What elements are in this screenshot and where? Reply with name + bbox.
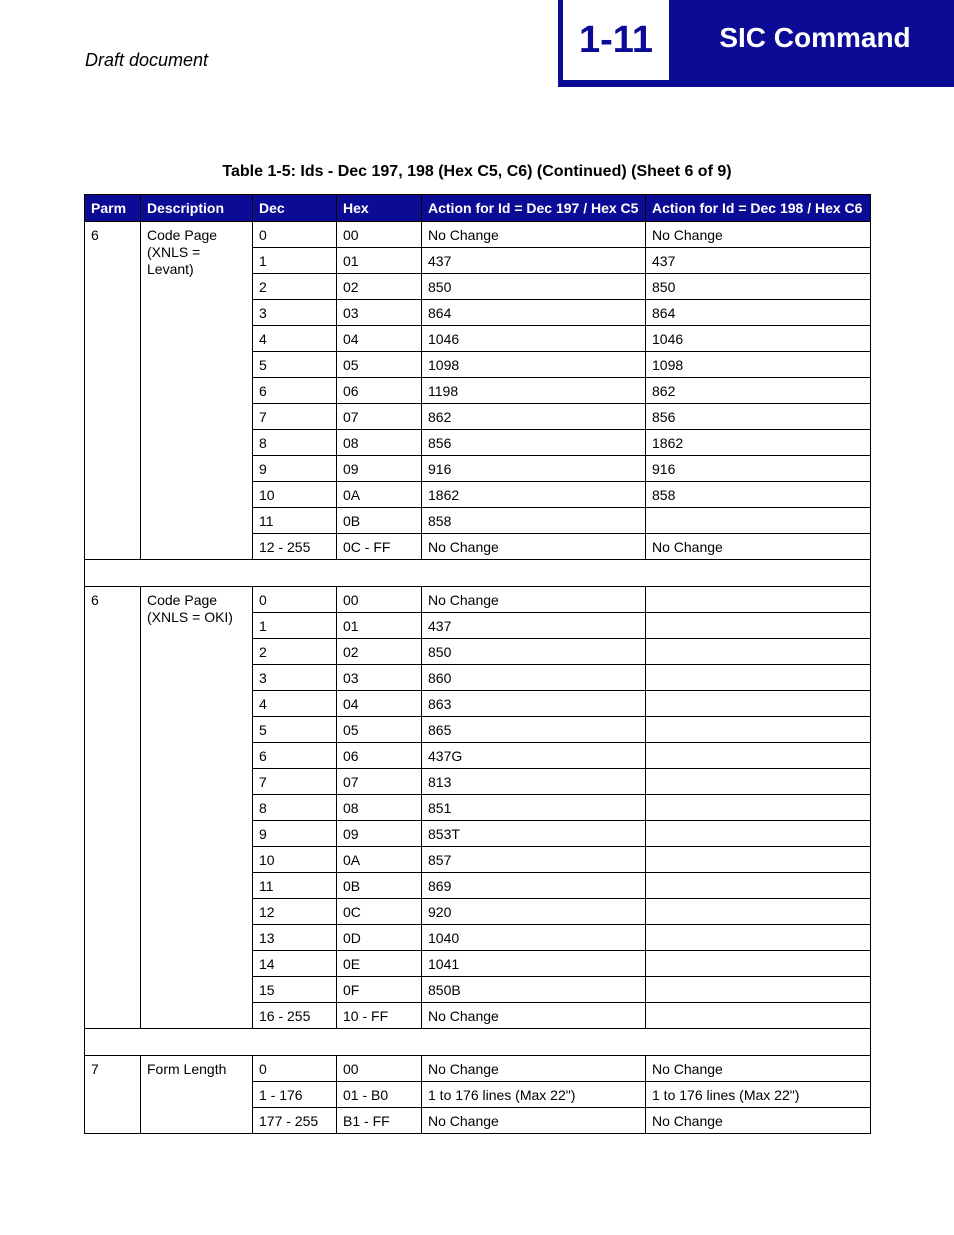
dec-cell: 0 [253, 587, 337, 613]
action-c5-cell: No Change [422, 1108, 646, 1134]
column-header-action-c6: Action for Id = Dec 198 / Hex C6 [646, 195, 871, 222]
action-c6-cell [646, 508, 871, 534]
action-c5-cell: No Change [422, 1056, 646, 1082]
action-c6-cell: 1046 [646, 326, 871, 352]
action-c5-cell: 1046 [422, 326, 646, 352]
action-c5-cell: No Change [422, 1003, 646, 1029]
hex-cell: 01 [337, 248, 422, 274]
hex-cell: 09 [337, 456, 422, 482]
action-c6-cell [646, 899, 871, 925]
action-c6-cell [646, 1003, 871, 1029]
description-cell: Code Page (XNLS = Levant) [141, 222, 253, 560]
parm-cell: 7 [85, 1056, 141, 1134]
action-c5-cell: 850 [422, 274, 646, 300]
action-c6-cell: 850 [646, 274, 871, 300]
action-c6-cell: 856 [646, 404, 871, 430]
action-c5-cell: 1041 [422, 951, 646, 977]
separator-row [85, 560, 871, 587]
hex-cell: 02 [337, 639, 422, 665]
hex-cell: 0D [337, 925, 422, 951]
hex-cell: 0B [337, 873, 422, 899]
hex-cell: B1 - FF [337, 1108, 422, 1134]
hex-cell: 07 [337, 769, 422, 795]
separator-cell [85, 560, 871, 587]
action-c5-cell: 813 [422, 769, 646, 795]
action-c5-cell: 1040 [422, 925, 646, 951]
action-c5-cell: 1 to 176 lines (Max 22") [422, 1082, 646, 1108]
table-body [85, 222, 871, 1134]
hex-cell: 00 [337, 222, 422, 248]
hex-cell: 00 [337, 1056, 422, 1082]
dec-cell: 10 [253, 482, 337, 508]
action-c5-cell: 862 [422, 404, 646, 430]
action-c6-cell: No Change [646, 534, 871, 560]
action-c6-cell: 916 [646, 456, 871, 482]
action-c5-cell: 920 [422, 899, 646, 925]
hex-cell: 00 [337, 587, 422, 613]
action-c5-cell: 850B [422, 977, 646, 1003]
table-row [85, 587, 871, 613]
hex-cell: 04 [337, 326, 422, 352]
action-c5-cell: 864 [422, 300, 646, 326]
action-c6-cell [646, 665, 871, 691]
hex-cell: 08 [337, 430, 422, 456]
action-c5-cell: 850 [422, 639, 646, 665]
hex-cell: 01 - B0 [337, 1082, 422, 1108]
dec-cell: 0 [253, 1056, 337, 1082]
dec-cell: 2 [253, 639, 337, 665]
dec-cell: 6 [253, 378, 337, 404]
action-c6-cell: 862 [646, 378, 871, 404]
action-c5-cell: 1198 [422, 378, 646, 404]
action-c6-cell: 1098 [646, 352, 871, 378]
dec-cell: 14 [253, 951, 337, 977]
dec-cell: 12 - 255 [253, 534, 337, 560]
dec-cell: 15 [253, 977, 337, 1003]
column-header-hex: Hex [337, 195, 422, 222]
action-c6-cell [646, 613, 871, 639]
action-c6-cell [646, 587, 871, 613]
action-c5-cell: 858 [422, 508, 646, 534]
parm-cell: 6 [85, 587, 141, 1029]
dec-cell: 4 [253, 326, 337, 352]
chapter-title: SIC Command [719, 22, 911, 53]
action-c6-cell [646, 743, 871, 769]
action-c6-cell: 1 to 176 lines (Max 22") [646, 1082, 871, 1108]
hex-cell: 10 - FF [337, 1003, 422, 1029]
column-header-parm: Parm [85, 195, 141, 222]
action-c6-cell [646, 977, 871, 1003]
hex-cell: 07 [337, 404, 422, 430]
hex-cell: 02 [337, 274, 422, 300]
dec-cell: 0 [253, 222, 337, 248]
action-c5-cell: 853T [422, 821, 646, 847]
dec-cell: 6 [253, 743, 337, 769]
hex-cell: 03 [337, 665, 422, 691]
hex-cell: 06 [337, 743, 422, 769]
column-header-action-c5: Action for Id = Dec 197 / Hex C5 [422, 195, 646, 222]
action-c5-cell: 437G [422, 743, 646, 769]
dec-cell: 10 [253, 847, 337, 873]
hex-cell: 03 [337, 300, 422, 326]
dec-cell: 7 [253, 769, 337, 795]
action-c6-cell: 864 [646, 300, 871, 326]
action-c5-cell: 437 [422, 613, 646, 639]
table-caption: Table 1-5: Ids - Dec 197, 198 (Hex C5, C6) (Continued) (Sheet 6 of 9) [222, 163, 732, 180]
draft-label: Draft document [85, 50, 209, 70]
dec-cell: 4 [253, 691, 337, 717]
hex-cell: 08 [337, 795, 422, 821]
action-c6-cell [646, 951, 871, 977]
dec-cell: 13 [253, 925, 337, 951]
action-c6-cell: 858 [646, 482, 871, 508]
action-c6-cell [646, 639, 871, 665]
action-c6-cell: No Change [646, 222, 871, 248]
action-c5-cell: 857 [422, 847, 646, 873]
chapter-number: 1-11 [563, 0, 669, 80]
hex-cell: 0C [337, 899, 422, 925]
hex-cell: 04 [337, 691, 422, 717]
description-cell: Form Length [141, 1056, 253, 1134]
action-c5-cell: 860 [422, 665, 646, 691]
dec-cell: 11 [253, 873, 337, 899]
hex-cell: 05 [337, 717, 422, 743]
dec-cell: 9 [253, 456, 337, 482]
hex-cell: 0F [337, 977, 422, 1003]
dec-cell: 3 [253, 300, 337, 326]
action-c5-cell: 437 [422, 248, 646, 274]
action-c6-cell [646, 821, 871, 847]
action-c5-cell: 851 [422, 795, 646, 821]
action-c6-cell [646, 873, 871, 899]
action-c6-cell [646, 769, 871, 795]
action-c5-cell: 865 [422, 717, 646, 743]
dec-cell: 177 - 255 [253, 1108, 337, 1134]
column-header-dec: Dec [253, 195, 337, 222]
action-c6-cell [646, 691, 871, 717]
action-c5-cell: 1098 [422, 352, 646, 378]
dec-cell: 8 [253, 795, 337, 821]
action-c5-cell: 856 [422, 430, 646, 456]
parm-cell: 6 [85, 222, 141, 560]
action-c6-cell [646, 925, 871, 951]
dec-cell: 1 [253, 613, 337, 639]
dec-cell: 9 [253, 821, 337, 847]
dec-cell: 11 [253, 508, 337, 534]
hex-cell: 05 [337, 352, 422, 378]
dec-cell: 2 [253, 274, 337, 300]
dec-cell: 16 - 255 [253, 1003, 337, 1029]
action-c6-cell [646, 795, 871, 821]
action-c6-cell [646, 717, 871, 743]
table-row [85, 222, 871, 248]
dec-cell: 7 [253, 404, 337, 430]
hex-cell: 0E [337, 951, 422, 977]
action-c6-cell: 437 [646, 248, 871, 274]
separator-row [85, 1029, 871, 1056]
hex-cell: 0A [337, 847, 422, 873]
description-cell: Code Page (XNLS = OKI) [141, 587, 253, 1029]
separator-cell [85, 1029, 871, 1056]
action-c5-cell: 916 [422, 456, 646, 482]
action-c6-cell: 1862 [646, 430, 871, 456]
action-c5-cell: No Change [422, 222, 646, 248]
dec-cell: 1 - 176 [253, 1082, 337, 1108]
action-c5-cell: 869 [422, 873, 646, 899]
hex-cell: 09 [337, 821, 422, 847]
hex-cell: 0A [337, 482, 422, 508]
hex-cell: 01 [337, 613, 422, 639]
hex-cell: 0C - FF [337, 534, 422, 560]
action-c6-cell [646, 847, 871, 873]
action-c5-cell: No Change [422, 587, 646, 613]
action-c6-cell: No Change [646, 1056, 871, 1082]
table-row [85, 1056, 871, 1082]
action-c6-cell: No Change [646, 1108, 871, 1134]
dec-cell: 5 [253, 352, 337, 378]
action-c5-cell: 863 [422, 691, 646, 717]
dec-cell: 5 [253, 717, 337, 743]
dec-cell: 12 [253, 899, 337, 925]
action-c5-cell: No Change [422, 534, 646, 560]
column-header-description: Description [141, 195, 253, 222]
hex-cell: 06 [337, 378, 422, 404]
table-header-row [85, 195, 871, 222]
ids-table [84, 194, 871, 1134]
action-c5-cell: 1862 [422, 482, 646, 508]
dec-cell: 3 [253, 665, 337, 691]
dec-cell: 8 [253, 430, 337, 456]
dec-cell: 1 [253, 248, 337, 274]
hex-cell: 0B [337, 508, 422, 534]
